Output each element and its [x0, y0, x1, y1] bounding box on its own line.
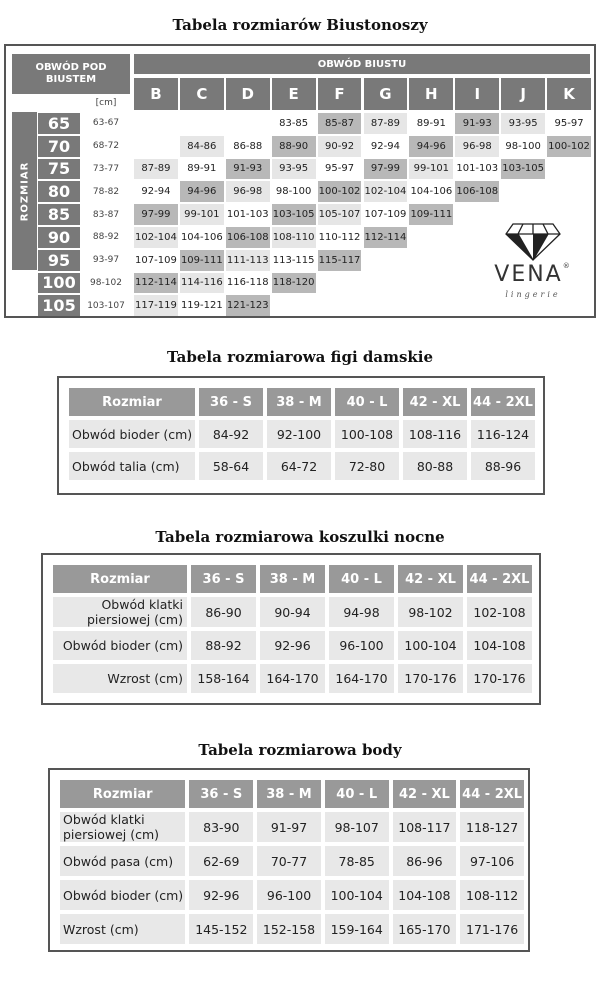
band-85: 85 — [38, 204, 80, 225]
size-value: 84-92 — [199, 420, 263, 448]
cup-i: I — [455, 78, 499, 110]
size-value: 62-69 — [189, 846, 253, 876]
size-value: 104-108 — [393, 880, 457, 910]
row-label: Obwód klatki piersiowej (cm) — [53, 597, 187, 627]
band-80: 80 — [38, 181, 80, 202]
under-bust-header: OBWÓD POD BIUSTEM — [12, 54, 130, 94]
bust-cell: 91-93 — [455, 113, 499, 134]
nightshirt-table-grid — [49, 561, 536, 697]
bust-cell: 110-112 — [318, 227, 362, 248]
cup-f: F — [318, 78, 362, 110]
size-value: 86-96 — [393, 846, 457, 876]
bust-cell: 95-97 — [318, 159, 362, 180]
band-100: 100 — [38, 273, 80, 294]
row-label: Wzrost (cm) — [60, 914, 185, 944]
row-label: Obwód klatki piersiowej (cm) — [60, 812, 185, 842]
bust-cell: 88-90 — [272, 136, 316, 157]
bust-cell: 85-87 — [318, 113, 362, 134]
size-value: 97-106 — [460, 846, 524, 876]
table-row — [53, 597, 532, 627]
size-value: 98-102 — [398, 597, 463, 627]
header-size: 36 - S — [189, 780, 253, 808]
logo-brand — [478, 262, 588, 287]
size-value: 70-77 — [257, 846, 321, 876]
header-size: 40 - L — [335, 388, 399, 416]
logo-tagline: lingerie — [505, 290, 561, 299]
size-value: 92-100 — [267, 420, 331, 448]
size-value: 96-100 — [257, 880, 321, 910]
band-range-70: 68-72 — [82, 136, 130, 157]
cup-g: G — [364, 78, 408, 110]
header-size: 38 - M — [267, 388, 331, 416]
bust-cell: 96-98 — [226, 181, 270, 202]
table-row — [53, 631, 532, 660]
band-range-100: 98-102 — [82, 273, 130, 294]
bust-cell: 121-123 — [226, 295, 270, 316]
bust-cell: 87-89 — [134, 159, 178, 180]
registered-mark: ® — [562, 262, 572, 270]
size-value: 100-104 — [325, 880, 389, 910]
header-size: 44 - 2XL — [471, 388, 535, 416]
bust-cell: 100-102 — [318, 181, 362, 202]
band-range-95: 93-97 — [82, 250, 130, 271]
band-90: 90 — [38, 227, 80, 248]
size-value: 165-170 — [393, 914, 457, 944]
bust-cell: 103-105 — [501, 159, 545, 180]
bust-cell: 109-111 — [180, 250, 224, 271]
header-size: 44 - 2XL — [467, 565, 532, 593]
header-rozmiar: Rozmiar — [60, 780, 185, 808]
size-value: 88-92 — [191, 631, 256, 660]
row-label: Wzrost (cm) — [53, 664, 187, 693]
bust-cell: 93-95 — [272, 159, 316, 180]
bust-cell: 90-92 — [318, 136, 362, 157]
bust-cell: 102-104 — [134, 227, 178, 248]
band-65: 65 — [38, 113, 80, 134]
bust-cell: 112-114 — [134, 273, 178, 294]
bust-cell: 107-109 — [364, 204, 408, 225]
header-row — [60, 780, 524, 808]
size-value: 88-96 — [471, 452, 535, 480]
band-105: 105 — [38, 295, 80, 316]
header-size: 44 - 2XL — [460, 780, 524, 808]
row-label: Obwód bioder (cm) — [60, 880, 185, 910]
bust-cell: 89-91 — [180, 159, 224, 180]
bust-cell: 83-85 — [272, 113, 316, 134]
size-value: 64-72 — [267, 452, 331, 480]
size-value: 58-64 — [199, 452, 263, 480]
size-value: 100-108 — [335, 420, 399, 448]
bust-cell: 106-108 — [455, 181, 499, 202]
size-value: 96-100 — [329, 631, 394, 660]
size-value: 104-108 — [467, 631, 532, 660]
body-size-table — [48, 768, 530, 952]
header-size: 42 - XL — [398, 565, 463, 593]
bust-cell: 91-93 — [226, 159, 270, 180]
bust-cell: 104-106 — [409, 181, 453, 202]
bust-cell: 94-96 — [409, 136, 453, 157]
bust-cell: 92-94 — [134, 181, 178, 202]
band-70: 70 — [38, 136, 80, 157]
header-size: 36 - S — [191, 565, 256, 593]
header-size: 38 - M — [257, 780, 321, 808]
bust-cell: 115-117 — [318, 250, 362, 271]
size-value: 158-164 — [191, 664, 256, 693]
nightshirt-table-title: Tabela rozmiarowa koszulki nocne — [155, 528, 445, 546]
row-label: Obwód pasa (cm) — [60, 846, 185, 876]
bust-cell: 103-105 — [272, 204, 316, 225]
size-value: 92-96 — [260, 631, 325, 660]
bust-cell: 99-101 — [409, 159, 453, 180]
band-range-75: 73-77 — [82, 159, 130, 180]
bust-cell: 106-108 — [226, 227, 270, 248]
size-value: 102-108 — [467, 597, 532, 627]
size-value: 159-164 — [325, 914, 389, 944]
bra-table-title: Tabela rozmiarów Biustonoszy — [172, 16, 428, 34]
bust-cell: 97-99 — [364, 159, 408, 180]
size-value: 170-176 — [467, 664, 532, 693]
bust-cell: 93-95 — [501, 113, 545, 134]
briefs-table-grid — [65, 384, 539, 484]
header-size: 42 - XL — [403, 388, 467, 416]
bust-cell: 101-103 — [226, 204, 270, 225]
header-rozmiar: Rozmiar — [53, 565, 187, 593]
bust-cell: 100-102 — [547, 136, 591, 157]
bust-cell: 112-114 — [364, 227, 408, 248]
cup-d: D — [226, 78, 270, 110]
size-side-label — [12, 112, 37, 270]
size-value: 92-96 — [189, 880, 253, 910]
band-range-105: 103-107 — [82, 295, 130, 316]
band-range-85: 83-87 — [82, 204, 130, 225]
logo-brand-text: VENA — [494, 262, 563, 287]
bust-cell: 98-100 — [501, 136, 545, 157]
table-row — [60, 812, 524, 842]
body-table-title: Tabela rozmiarowa body — [198, 741, 402, 759]
bust-cell: 107-109 — [134, 250, 178, 271]
size-value: 145-152 — [189, 914, 253, 944]
header-size: 38 - M — [260, 565, 325, 593]
bust-cell: 119-121 — [180, 295, 224, 316]
size-value: 171-176 — [460, 914, 524, 944]
table-row — [60, 914, 524, 944]
table-row — [53, 664, 532, 693]
bust-cell: 108-110 — [272, 227, 316, 248]
header-rozmiar: Rozmiar — [69, 388, 195, 416]
bra-size-table — [4, 44, 596, 318]
bust-cell: 118-120 — [272, 273, 316, 294]
bust-cell: 117-119 — [134, 295, 178, 316]
bust-cell: 86-88 — [226, 136, 270, 157]
size-value: 108-116 — [403, 420, 467, 448]
size-value: 118-127 — [460, 812, 524, 842]
row-label: Obwód bioder (cm) — [53, 631, 187, 660]
bust-cell: 92-94 — [364, 136, 408, 157]
bust-cell: 114-116 — [180, 273, 224, 294]
size-value: 83-90 — [189, 812, 253, 842]
band-range-65: 63-67 — [82, 113, 130, 134]
bust-header: OBWÓD BIUSTU — [134, 54, 590, 74]
size-value: 91-97 — [257, 812, 321, 842]
bust-cell: 87-89 — [364, 113, 408, 134]
cup-b: B — [134, 78, 178, 110]
band-range-80: 78-82 — [82, 181, 130, 202]
cup-j: J — [501, 78, 545, 110]
size-side-label-text: ROZMIAR — [19, 161, 31, 221]
header-size: 42 - XL — [393, 780, 457, 808]
band-95: 95 — [38, 250, 80, 271]
table-row — [69, 452, 535, 480]
size-value: 116-124 — [471, 420, 535, 448]
bust-cell: 105-107 — [318, 204, 362, 225]
size-value: 108-112 — [460, 880, 524, 910]
size-value: 152-158 — [257, 914, 321, 944]
size-value: 164-170 — [329, 664, 394, 693]
bust-cell: 109-111 — [409, 204, 453, 225]
cup-k: K — [547, 78, 591, 110]
bust-cell: 116-118 — [226, 273, 270, 294]
bust-cell: 99-101 — [180, 204, 224, 225]
size-value: 86-90 — [191, 597, 256, 627]
briefs-size-table — [57, 376, 545, 495]
diamond-icon — [478, 214, 588, 302]
vena-logo — [478, 214, 588, 302]
bust-cell: 84-86 — [180, 136, 224, 157]
header-size: 40 - L — [325, 780, 389, 808]
header-row — [53, 565, 532, 593]
briefs-table-title: Tabela rozmiarowa figi damskie — [166, 348, 434, 366]
size-value: 164-170 — [260, 664, 325, 693]
table-row — [69, 420, 535, 448]
table-row — [60, 846, 524, 876]
bust-cell: 102-104 — [364, 181, 408, 202]
bust-cell: 95-97 — [547, 113, 591, 134]
size-value: 72-80 — [335, 452, 399, 480]
table-row — [60, 880, 524, 910]
bust-cell: 104-106 — [180, 227, 224, 248]
header-row — [69, 388, 535, 416]
band-75: 75 — [38, 159, 80, 180]
nightshirt-size-table — [41, 553, 541, 705]
bust-cell: 111-113 — [226, 250, 270, 271]
body-table-grid — [56, 776, 528, 948]
bust-cell: 94-96 — [180, 181, 224, 202]
size-value: 80-88 — [403, 452, 467, 480]
bust-cell: 97-99 — [134, 204, 178, 225]
unit-label: [cm] — [95, 98, 117, 108]
bust-cell: 101-103 — [455, 159, 499, 180]
cup-c: C — [180, 78, 224, 110]
row-label: Obwód talia (cm) — [69, 452, 195, 480]
header-size: 36 - S — [199, 388, 263, 416]
size-value: 90-94 — [260, 597, 325, 627]
size-value: 78-85 — [325, 846, 389, 876]
bust-cell: 89-91 — [409, 113, 453, 134]
cup-h: H — [409, 78, 453, 110]
size-value: 108-117 — [393, 812, 457, 842]
row-label: Obwód bioder (cm) — [69, 420, 195, 448]
band-range-90: 88-92 — [82, 227, 130, 248]
bust-cell: 96-98 — [455, 136, 499, 157]
size-value: 94-98 — [329, 597, 394, 627]
header-size: 40 - L — [329, 565, 394, 593]
size-value: 170-176 — [398, 664, 463, 693]
size-value: 100-104 — [398, 631, 463, 660]
size-value: 98-107 — [325, 812, 389, 842]
bust-cell: 98-100 — [272, 181, 316, 202]
cup-e: E — [272, 78, 316, 110]
bust-cell: 113-115 — [272, 250, 316, 271]
